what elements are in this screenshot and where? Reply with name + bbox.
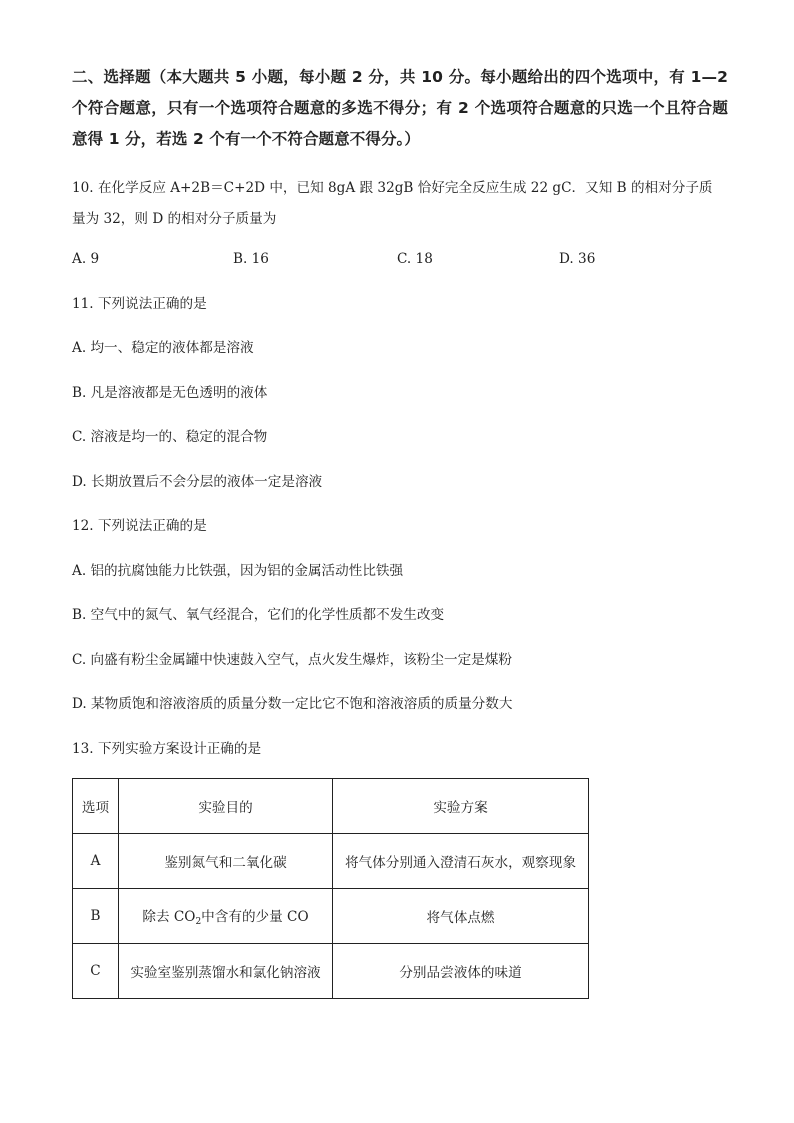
q10-option-a: A. 9 — [72, 251, 100, 267]
row-option: B — [73, 889, 119, 944]
q10-option-b: B. 16 — [233, 251, 269, 267]
row-plan: 将气体点燃 — [333, 889, 589, 944]
header-purpose: 实验目的 — [119, 779, 333, 834]
row-option: A — [73, 834, 119, 889]
question-13-stem: 13. 下列实验方案设计正确的是 — [72, 741, 262, 757]
q11-option-c: C. 溶液是均一的、稳定的混合物 — [72, 429, 268, 445]
purpose-text-pre: 除去 CO — [142, 909, 196, 925]
q11-option-b: B. 凡是溶液都是无色透明的液体 — [72, 385, 268, 401]
q10-option-c: C. 18 — [397, 251, 433, 267]
subscript: 2 — [195, 917, 202, 927]
question-11-stem: 11. 下列说法正确的是 — [72, 296, 207, 312]
header-plan: 实验方案 — [333, 779, 589, 834]
purpose-text-post: 中含有的少量 CO — [201, 909, 309, 925]
q11-option-d: D. 长期放置后不会分层的液体一定是溶液 — [72, 474, 323, 490]
row-purpose: 实验室鉴别蒸馏水和氯化钠溶液 — [119, 944, 333, 999]
row-purpose: 鉴别氮气和二氧化碳 — [119, 834, 333, 889]
row-plan: 将气体分别通入澄清石灰水，观察现象 — [333, 834, 589, 889]
question-10-stem: 10. 在化学反应 A+2B＝C+2D 中，已知 8gA 跟 32gB 恰好完全反应生成 22 gC．又知 B 的相对分子质量为 32，则 D 的相对分子质量为 — [72, 180, 713, 227]
q11-option-a: A. 均一、稳定的液体都是溶液 — [72, 340, 254, 356]
section-heading: 二、选择题（本大题共 5 小题，每小题 2 分，共 10 分。每小题给出的四个选项中，有 1—2 个符合题意，只有一个选项符合题意的多选不得分；有 2 个选项符合题意的只选一个且符合题意得 1 分，若选 2 个有一个不符合题意不得分。） — [72, 68, 728, 148]
q12-option-d: D. 某物质饱和溶液溶质的质量分数一定比它不饱和溶液溶质的质量分数大 — [72, 696, 513, 712]
q12-option-a: A. 铝的抗腐蚀能力比铁强，因为铝的金属活动性比铁强 — [72, 563, 404, 579]
q12-option-b: B. 空气中的氮气、氧气经混合，它们的化学性质都不发生改变 — [72, 607, 445, 623]
row-plan: 分别品尝液体的味道 — [333, 944, 589, 999]
question-12-stem: 12. 下列说法正确的是 — [72, 518, 207, 534]
table-row — [73, 834, 589, 889]
q10-option-d: D. 36 — [559, 251, 596, 267]
header-option: 选项 — [73, 779, 119, 834]
row-purpose — [119, 889, 333, 944]
experiment-plan-table — [72, 778, 589, 999]
q12-option-c: C. 向盛有粉尘金属罐中快速鼓入空气，点火发生爆炸，该粉尘一定是煤粉 — [72, 652, 512, 668]
table-row — [73, 889, 589, 944]
table-header-row — [73, 779, 589, 834]
row-option: C — [73, 944, 119, 999]
table-row — [73, 944, 589, 999]
